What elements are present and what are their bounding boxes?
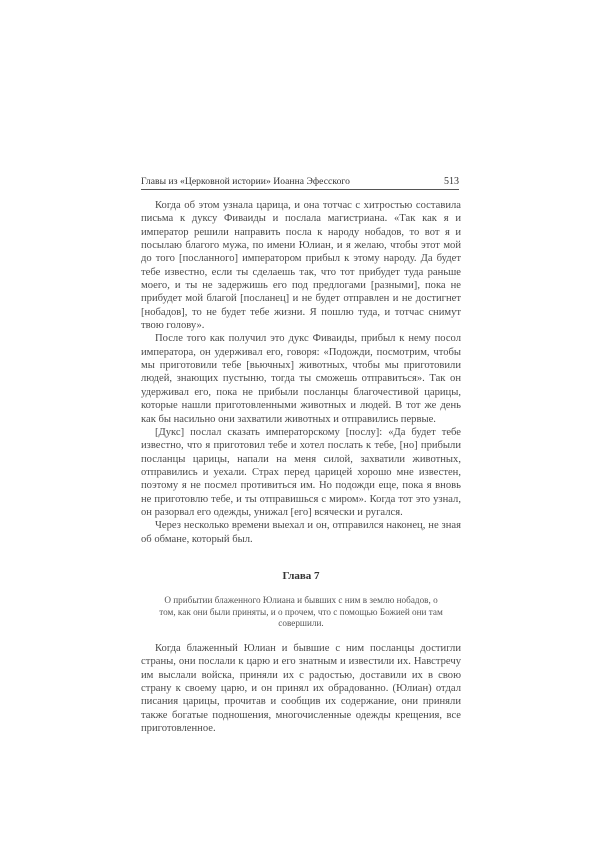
chapter-heading: Глава 7 bbox=[282, 569, 320, 582]
body-paragraph: Когда об этом узнала царица, и она тотчас с хитростью составила письма к дуксу Фиваиды и послала магистриана. «Так как я и император решили направить посла к народу нобадов, то вот я и посылаю благого мужа, по имени Юлиан, и я желаю, чтобы этот мой до того [посланного] императором прибыл к этому народу. Да будет тебе известно, если ты сделаешь так, что тот прибудет туда раньше моего, и ты не задержишь его под предлогами [разными], пока не прибудет мой благой [посланец] и не будет отправлен и не достигнет [нобадов], то не будет тебе жизни. Я пошлю туда, и тотчас снимут твою голову». bbox=[141, 200, 461, 332]
page-body bbox=[141, 199, 461, 735]
body-paragraph: После того как получил это дукс Фиваиды, прибыл к нему посол императора, он удерживал его, говоря: «Подожди, посмотрим, чтобы мы приготовили тебе [вьючных] животных, чтобы мы приготовили людей, знающих пустыню, тогда ты сможешь отправиться». Так он удерживал его, пока не прибыли посланцы благочестивой царицы, которые нашли приготовленными животных и людей. В тот же день как бы насильно они захватили животных и отправились первые. bbox=[141, 333, 461, 425]
running-header bbox=[141, 176, 459, 190]
chapter-paragraph: Когда блаженный Юлиан и бывшие с ним посланцы достигли страны, они послали к царю и его знатным и известили их. Навстречу им выслали войска, приняли их с радостью, доставили их в свою страну к своему царю, и он принял их обрадованно. (Юлиан) отдал писания царицы, прочитав и сообщив их содержание, они приняли также богатые подношения, многочисленные одежды крещения, все приготовленное. bbox=[141, 643, 461, 735]
body-paragraph: [Дукс] послал сказать императорскому [послу]: «Да будет тебе известно, что я приготовил тебе и хотел послать к тебе, [но] прибыли посланцы царицы, напали на меня силой, захватили животных, отправились и уехали. Страх перед царицей хорошо мне известен, поэтому я не посмел противиться им. Но подожди еще, пока я вновь не приготовлю тебе, и ты отправишься с миром». Когда тот это узнал, он разорвал его одежды, унижал [его] всячески и ругался. bbox=[141, 426, 461, 518]
page-number: 513 bbox=[444, 176, 459, 187]
running-header-title: Главы из «Церковной истории» Иоанна Эфесского bbox=[141, 176, 351, 187]
body-paragraph: Через несколько времени выехал и он, отправился наконец, не зная об обмане, который был. bbox=[141, 520, 461, 545]
chapter-summary: О прибытии блаженного Юлиана и бывших с ним в землю нобадов, о том, как они были приняты, и о прочем, что с помощью Божией они там совершили. bbox=[159, 595, 443, 629]
